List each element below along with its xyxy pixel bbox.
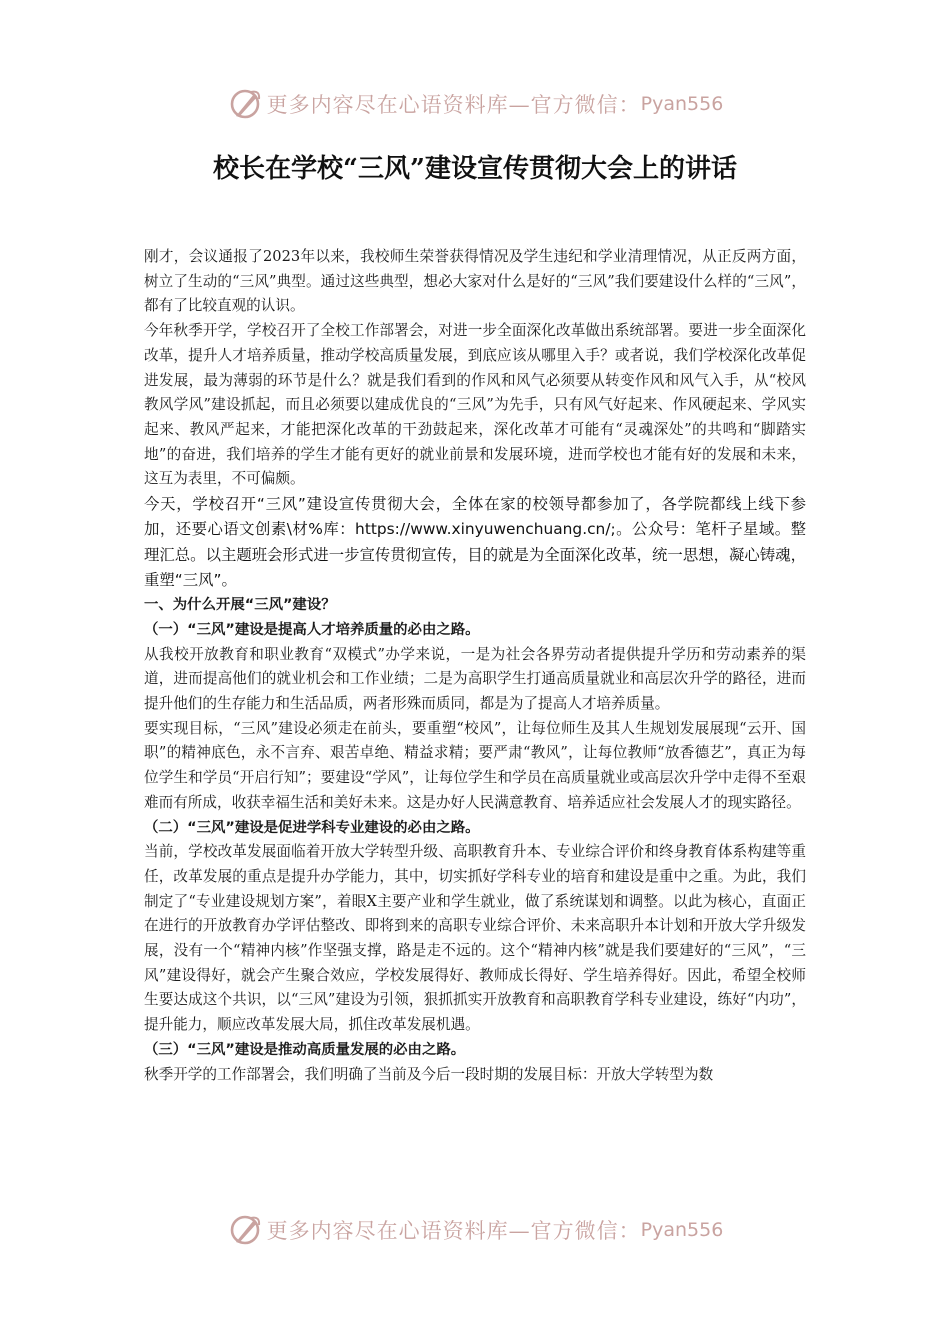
paragraph: 当前，学校改革发展面临着开放大学转型升级、高职教育升本、专业综合评价和终身教育体系构建等重任，改革发展的重点是提升办学能力，其中，切实抓好学科专业的培育和建设是重中之重。为此，我们制定了“专业建设规划方案”，着眼X主要产业和学生就业，做了系统谋划和调整。以此为核心，直面正在进行的开放教育办学评估整改、即将到来的高职专业综合评价、未来高职升本计划和开放大学升级发展，没有一个“精神内核”作坚强支撑，路是走不远的。这个“精神内核”就是我们要建好的“三风”，“三风”建设得好，就会产生聚合效应，学校发展得好、教师成长得好、学生培养得好。因此，希望全校师生要达成这个共识，以“三风”建设为引领，狠抓抓实开放教育和高职教育学科专业建设，练好“内功”，提升能力，顺应改革发展大局，抓住改革发展机遇。 — [144, 843, 806, 1034]
document-title: 校长在学校“三风”建设宣传贯彻大会上的讲话 — [213, 154, 737, 184]
paragraph: 要实现目标，“三风”建设必须走在前头，要重塑“校风”，让每位师生及其人生规划发展展现“云开、国职”的精神底色，永不言弃、艰苦卓绝、精益求精；要严肃“教风”，让每位教师“放香德艺”，真正为每位学生和学员“开启行知”；要建设“学风”，让每位学生和学员在高质量就业或高层次升学中走得不至艰难而有所成，收获幸福生活和美好未来。这是办好人民满意教育、培养适应社会发展人才的现实路径。 — [144, 719, 806, 811]
subsection-heading: （三）“三风”建设是推动高质量发展的必由之路。 — [144, 1041, 466, 1058]
subsection-heading: （二）“三风”建设是促进学科专业建设的必由之路。 — [144, 819, 480, 836]
paragraph: 秋季开学的工作部署会，我们明确了当前及今后一段时期的发展目标：开放大学转型为数 — [144, 1065, 714, 1083]
paragraph: 今年秋季开学，学校召开了全校工作部署会，对进一步全面深化改革做出系统部署。要进一步全面深化改革，提升人才培养质量，推动学校高质量发展，到底应该从哪里入手？或者说，我们学校深化改革促进发展，最为薄弱的环节是什么？就是我们看到的作风和风气必须要从转变作风和风气入手，从“校风教风学风”建设抓起，而且必须要以建成优良的“三风”为先手，只有风气好起来、作风硬起来、学风实起来、教风严起来，才能把深化改革的干劲鼓起来，深化改革才可能有“灵魂深处”的共鸣和“脚踏实地”的奋进，我们培养的学生才能有更好的就业前景和发展环境，进而学校也才能有好的发展和未来，这互为表里，不可偏颇。 — [144, 322, 806, 488]
watermark-banner-bottom — [0, 1210, 950, 1250]
paragraph-with-link: 今天，学校召开“三风”建设宣传贯彻大会，全体在家的校领导都参加了，各学院都线上线下参加，还要心语文创素\材%库：https://www.xinyuwenchuang.cn/;。公众号：笔杆子星域。整理汇总。以主题班会形式进一步宣传贯彻宣传，目的就是为全面深化改革，统一思想，凝心铸魂，重塑“三风”。 — [144, 495, 806, 589]
subsection-heading: （一）“三风”建设是提高人才培养质量的必由之路。 — [144, 621, 480, 638]
paragraph: 从我校开放教育和职业教育“双模式”办学来说，一是为社会各界劳动者提供提升学历和劳动素养的渠道，进而提高他们的就业机会和工作业绩；二是为高职学生打通高质量就业和高层次升学的路径，进而提升他们的生存能力和生活品质，两者形殊而质同，都是为了提高人才培养质量。 — [144, 645, 806, 713]
paragraph: 刚才，会议通报了2023年以来，我校师生荣誉获得情况及学生违纪和学业清理情况，从正反两方面，树立了生动的“三风”典型。通过这些典型，想必大家对什么是好的“三风”我们要建设什么样的“三风”，都有了比较直观的认识。 — [144, 248, 806, 315]
document-body — [144, 245, 806, 1087]
watermark-text: 更多内容尽在心语资料库—官方微信： — [266, 93, 641, 117]
watermark-banner-top — [0, 84, 950, 124]
watermark-account: Pyan556 — [640, 93, 724, 115]
watermark-text: 更多内容尽在心语资料库—官方微信： — [266, 1219, 641, 1243]
quill-logo-icon — [227, 86, 263, 122]
quill-logo-icon — [227, 1212, 263, 1248]
watermark-account: Pyan556 — [640, 1219, 724, 1241]
section-heading: 一、为什么开展“三风”建设？ — [144, 597, 336, 614]
